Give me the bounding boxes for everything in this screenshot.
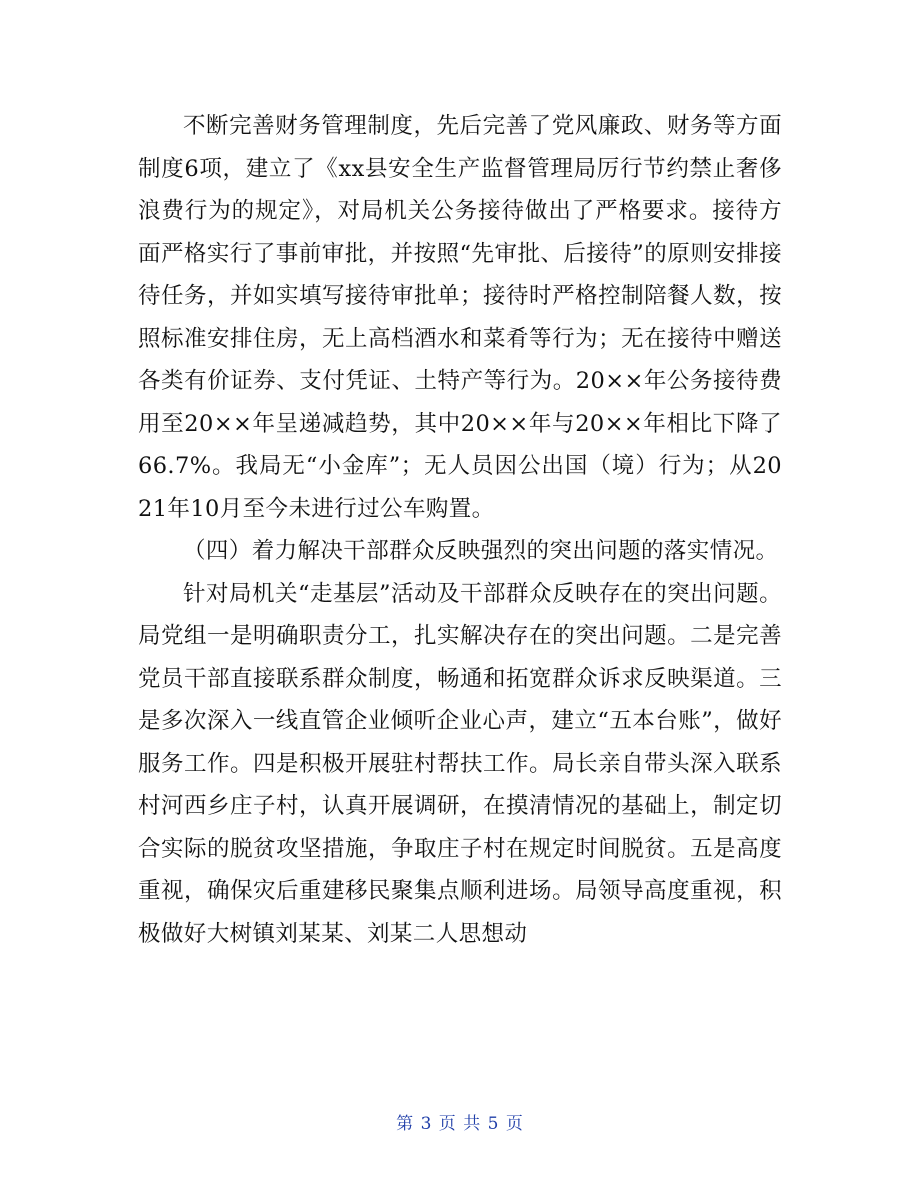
paragraph-finance-management: 不断完善财务管理制度，先后完善了党风廉政、财务等方面制度6项，建立了《xx县安全生产监督管理局厉行节约禁止奢侈浪费行为的规定》，对局机关公务接待做出了严格要求。接待方面严格实行了事前审批，并按照“先审批、后接待”的原则安排接待任务，并如实填写接待审批单；接待时严格控制陪餐人数，按照标准安排住房，无上高档酒水和菜肴等行为；无在接待中赠送各类有价证券、支付凭证、土特产等行为。20××年公务接待费用至20××年呈递减趋势，其中20××年与20××年相比下降了66.7%。我局无“小金库”；无人员因公出国（境）行为；从2021年10月至今未进行过公车购置。 <box>138 113 782 522</box>
page-number-footer: 第 3 页 共 5 页 <box>396 1114 524 1134</box>
document-body <box>138 105 782 955</box>
paragraph-grassroots-issues: 针对局机关“走基层”活动及干部群众反映存在的突出问题。局党组一是明确职责分工，扎实解决存在的突出问题。二是完善党员干部直接联系群众制度，畅通和拓宽群众诉求反映渠道。三是多次深入一线直管企业倾听企业心声，建立“五本台账”，做好服务工作。四是积极开展驻村帮扶工作。局长亲自带头深入联系村河西乡庄子村，认真开展调研，在摸清情况的基础上，制定切合实际的脱贫攻坚措施，争取庄子村在规定时间脱贫。五是高度重视，确保灾后重建移民聚集点顺利进场。局领导高度重视，积极做好大树镇刘某某、刘某二人思想动 <box>138 580 782 947</box>
section-heading-four: （四）着力解决干部群众反映强烈的突出问题的落实情况。 <box>183 538 779 564</box>
